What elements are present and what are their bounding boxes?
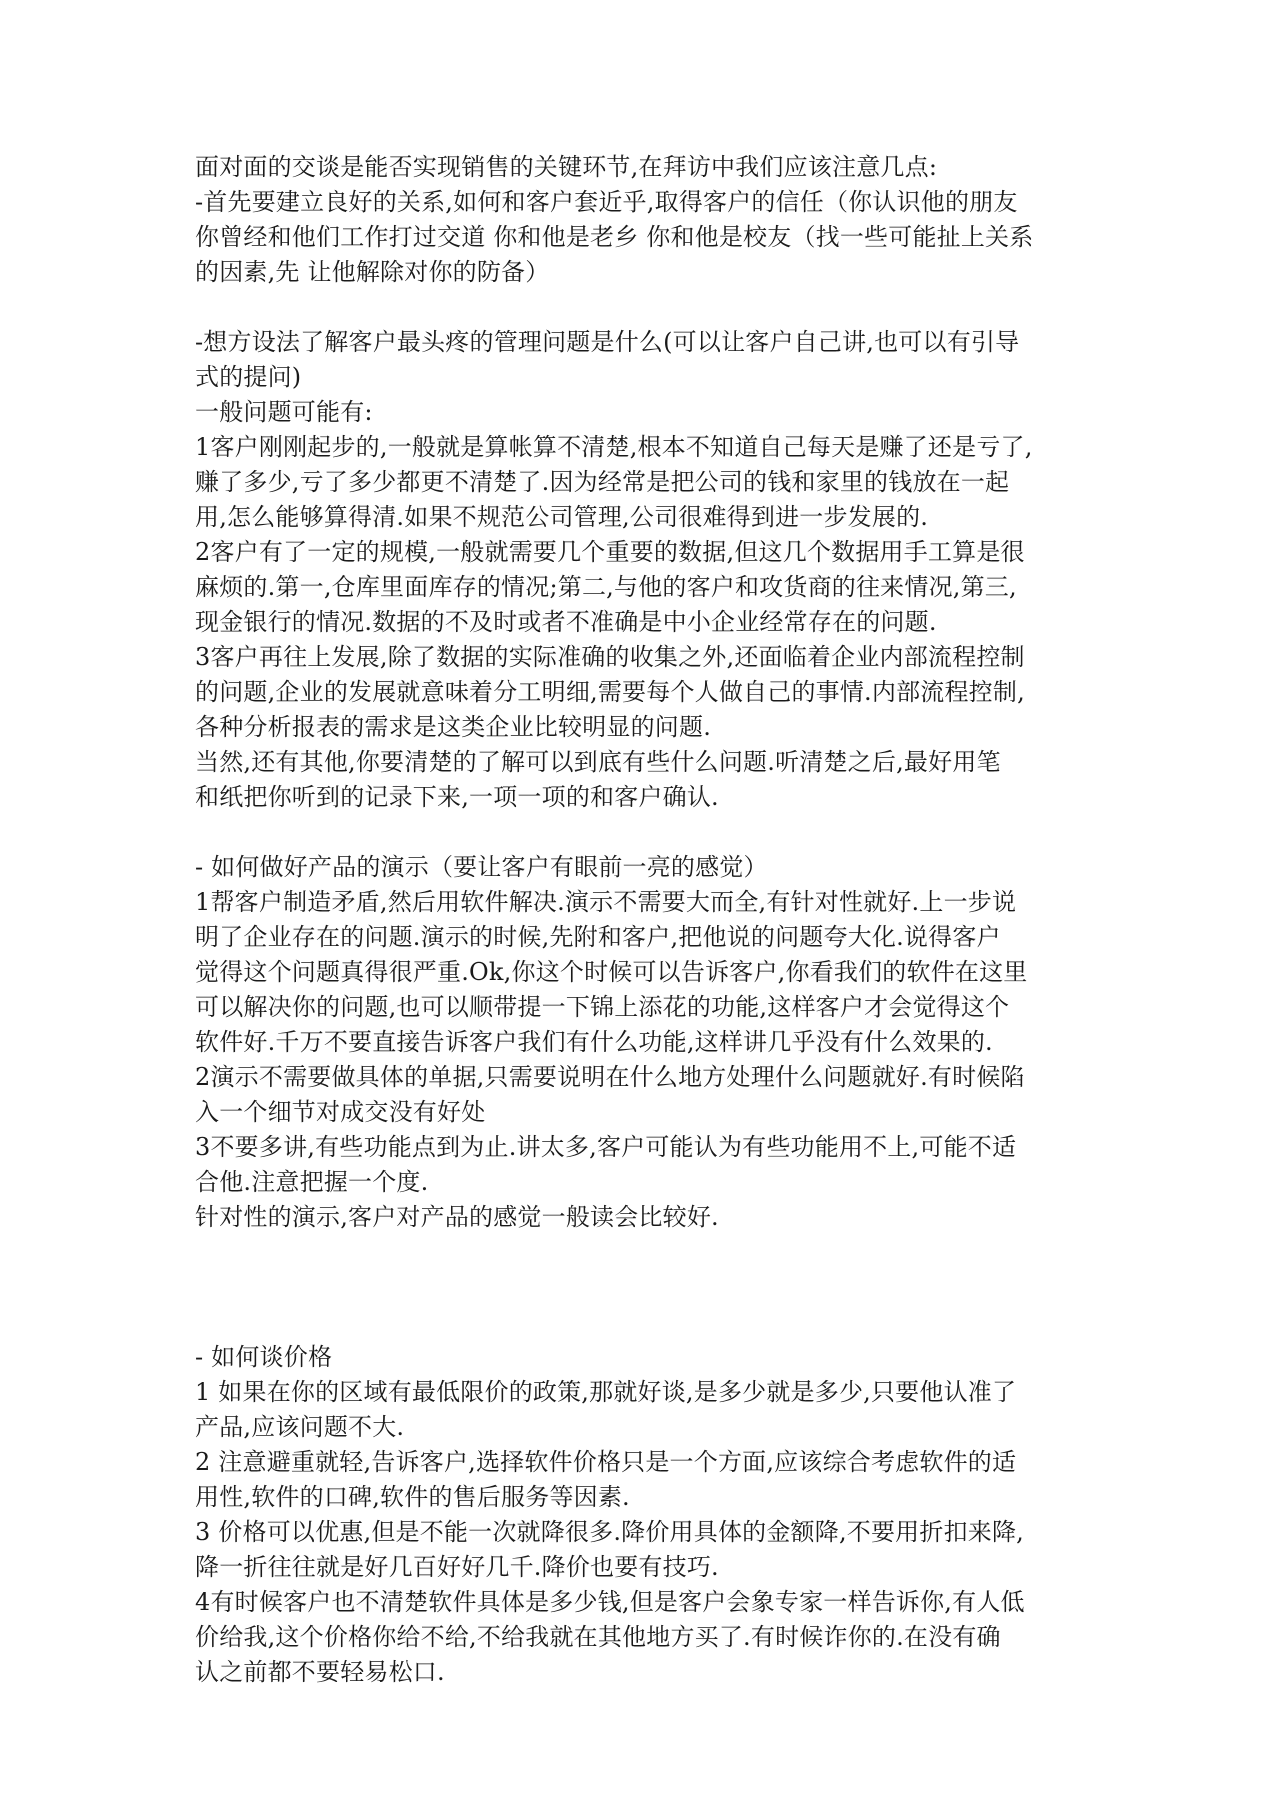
text-line: 3客户再往上发展,除了数据的实际准确的收集之外,还面临着企业内部流程控制 xyxy=(195,643,1025,671)
text-line: -首先要建立良好的关系,如何和客户套近乎,取得客户的信任（你认识他的朋友 xyxy=(195,188,1018,216)
text-line: 合他.注意把握一个度. xyxy=(195,1168,429,1196)
text-line: 入一个细节对成交没有好处 xyxy=(195,1098,486,1126)
text-line: 2 注意避重就轻,告诉客户,选择软件价格只是一个方面,应该综合考虑软件的适 xyxy=(195,1448,1017,1476)
text-line: 的因素,先 让他解除对你的防备） xyxy=(195,258,550,286)
text-line: 1帮客户制造矛盾,然后用软件解决.演示不需要大而全,有针对性就好.上一步说 xyxy=(195,888,1017,916)
text-line: 觉得这个问题真得很严重.Ok,你这个时候可以告诉客户,你看我们的软件在这里 xyxy=(195,958,1028,986)
text-line: 降一折往往就是好几百好好几千.降价也要有技巧. xyxy=(195,1553,719,1581)
text-line: 2演示不需要做具体的单据,只需要说明在什么地方处理什么问题就好.有时候陷 xyxy=(195,1063,1025,1091)
text-line: 赚了多少,亏了多少都更不清楚了.因为经常是把公司的钱和家里的钱放在一起 xyxy=(195,468,1010,496)
text-line: 用,怎么能够算得清.如果不规范公司管理,公司很难得到进一步发展的. xyxy=(195,503,929,531)
text-line: 4有时候客户也不清楚软件具体是多少钱,但是客户会象专家一样告诉你,有人低 xyxy=(195,1588,1025,1616)
document-body xyxy=(195,150,1105,1690)
blank-line xyxy=(195,290,1105,325)
text-line: 1客户刚刚起步的,一般就是算帐算不清楚,根本不知道自己每天是赚了还是亏了, xyxy=(195,433,1033,461)
blank-line xyxy=(195,815,1105,850)
text-line: 当然,还有其他,你要清楚的了解可以到底有些什么问题.听清楚之后,最好用笔 xyxy=(195,748,1001,776)
text-line: 价给我,这个价格你给不给,不给我就在其他地方买了.有时候诈你的.在没有确 xyxy=(195,1623,1001,1651)
text-line: 式的提问) xyxy=(195,363,302,391)
text-line: 1 如果在你的区域有最低限价的政策,那就好谈,是多少就是多少,只要他认准了 xyxy=(195,1378,1017,1406)
text-line: 明了企业存在的问题.演示的时候,先附和客户,把他说的问题夸大化.说得客户 xyxy=(195,923,1001,951)
text-line: 可以解决你的问题,也可以顺带提一下锦上添花的功能,这样客户才会觉得这个 xyxy=(195,993,1010,1021)
text-line: 认之前都不要轻易松口. xyxy=(195,1658,445,1686)
text-line: 软件好.千万不要直接告诉客户我们有什么功能,这样讲几乎没有什么效果的. xyxy=(195,1028,993,1056)
text-line: 和纸把你听到的记录下来,一项一项的和客户确认. xyxy=(195,783,719,811)
text-line: 一般问题可能有: xyxy=(195,398,373,426)
text-line: -想方设法了解客户最头疼的管理问题是什么(可以让客户自己讲,也可以有引导 xyxy=(195,328,1020,356)
text-line: 的问题,企业的发展就意味着分工明细,需要每个人做自己的事情.内部流程控制, xyxy=(195,678,1025,706)
text-line: 产品,应该问题不大. xyxy=(195,1413,405,1441)
text-line: 各种分析报表的需求是这类企业比较明显的问题. xyxy=(195,713,712,741)
text-line: 针对性的演示,客户对产品的感觉一般读会比较好. xyxy=(195,1203,719,1231)
text-line: 你曾经和他们工作打过交道 你和他是老乡 你和他是校友（找一些可能扯上关系 xyxy=(195,223,1034,251)
text-line: 现金银行的情况.数据的不及时或者不准确是中小企业经常存在的问题. xyxy=(195,608,937,636)
text-line: - 如何做好产品的演示（要让客户有眼前一亮的感觉） xyxy=(195,853,768,881)
section-spacer xyxy=(195,1235,1105,1340)
text-line: 麻烦的.第一,仓库里面库存的情况;第二,与他的客户和攻货商的往来情况,第三, xyxy=(195,573,1017,601)
text-line: 面对面的交谈是能否实现销售的关键环节,在拜访中我们应该注意几点: xyxy=(195,153,938,181)
text-line: - 如何谈价格 xyxy=(195,1343,333,1371)
text-line: 2客户有了一定的规模,一般就需要几个重要的数据,但这几个数据用手工算是很 xyxy=(195,538,1025,566)
text-line: 3 价格可以优惠,但是不能一次就降很多.降价用具体的金额降,不要用折扣来降, xyxy=(195,1518,1025,1546)
text-line: 用性,软件的口碑,软件的售后服务等因素. xyxy=(195,1483,630,1511)
text-line: 3不要多讲,有些功能点到为止.讲太多,客户可能认为有些功能用不上,可能不适 xyxy=(195,1133,1017,1161)
